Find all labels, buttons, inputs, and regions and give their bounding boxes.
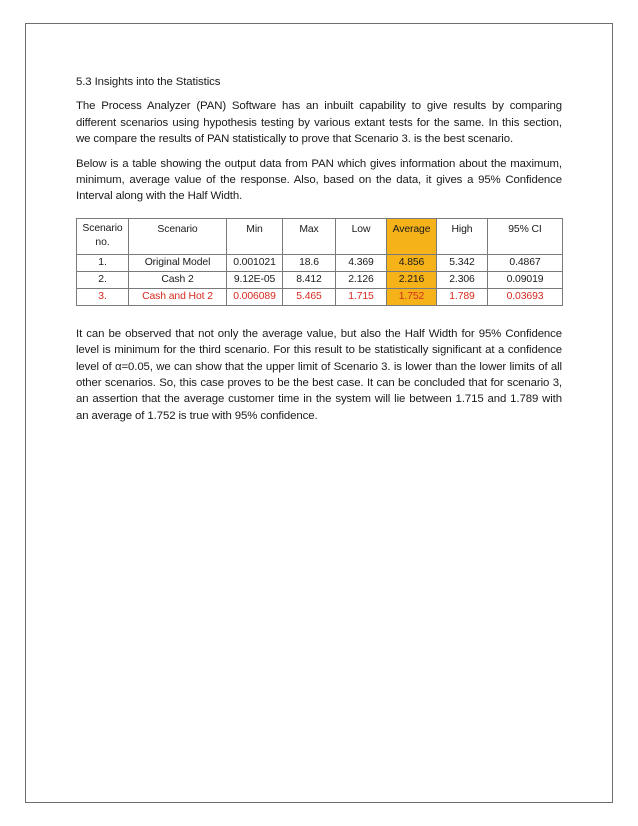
cell-min: 0.006089 — [227, 288, 283, 305]
cell-scenario: Original Model — [129, 254, 227, 271]
header-ci: 95% CI — [488, 218, 563, 254]
table-description-paragraph: Below is a table showing the output data from PAN which gives information about the maximum, minimum, average value of the response. Also, based on the data, it gives a 95% Confidence Interval along with the Half Width. — [76, 157, 562, 203]
cell-max: 5.465 — [283, 288, 336, 305]
cell-high: 1.789 — [437, 288, 488, 305]
header-high: High — [437, 218, 488, 254]
cell-scenario: Cash 2 — [129, 271, 227, 288]
table-row-best — [77, 288, 563, 305]
cell-average: 2.216 — [387, 271, 437, 288]
header-scenario: Scenario — [129, 218, 227, 254]
cell-low: 1.715 — [336, 288, 387, 305]
table-header-row — [77, 218, 563, 254]
cell-high: 2.306 — [437, 271, 488, 288]
cell-ci: 0.4867 — [488, 254, 563, 271]
header-low: Low — [336, 218, 387, 254]
cell-average: 4.856 — [387, 254, 437, 271]
results-table — [76, 218, 563, 306]
document-body — [76, 74, 562, 432]
cell-max: 8.412 — [283, 271, 336, 288]
cell-max: 18.6 — [283, 254, 336, 271]
section-heading: 5.3 Insights into the Statistics — [76, 76, 221, 88]
header-average: Average — [387, 218, 437, 254]
cell-scenario-no: 1. — [77, 254, 129, 271]
cell-scenario-no: 2. — [77, 271, 129, 288]
header-min: Min — [227, 218, 283, 254]
cell-scenario: Cash and Hot 2 — [129, 288, 227, 305]
conclusion-paragraph: It can be observed that not only the average value, but also the Half Width for 95% Confidence level is minimum for the third scenario. For this result to be statistically significant at a confidence level of α=0.05, we can show that the upper limit of Scenario 3. is lower than the lower limits of all other scenarios. So, this case proves to be the best case. It can be concluded that for scenario 3, an assertion that the average customer time in the system will lie between 1.715 and 1.789 with an average of 1.752 is true with 95% confidence. — [76, 327, 562, 422]
results-table-wrap — [76, 218, 562, 306]
cell-high: 5.342 — [437, 254, 488, 271]
header-max: Max — [283, 218, 336, 254]
cell-average: 1.752 — [387, 288, 437, 305]
cell-min: 9.12E-05 — [227, 271, 283, 288]
table-row — [77, 271, 563, 288]
cell-scenario-no: 3. — [77, 288, 129, 305]
cell-min: 0.001021 — [227, 254, 283, 271]
table-row — [77, 254, 563, 271]
intro-paragraph: The Process Analyzer (PAN) Software has an inbuilt capability to give results by comparing different scenarios using hypothesis testing by various extant tests for the same. In this section, we compare the results of PAN statistically to prove that Scenario 3. is the best scenario. — [76, 100, 562, 146]
cell-ci: 0.03693 — [488, 288, 563, 305]
cell-low: 4.369 — [336, 254, 387, 271]
header-scenario-no: Scenario no. — [77, 218, 129, 254]
cell-low: 2.126 — [336, 271, 387, 288]
cell-ci: 0.09019 — [488, 271, 563, 288]
